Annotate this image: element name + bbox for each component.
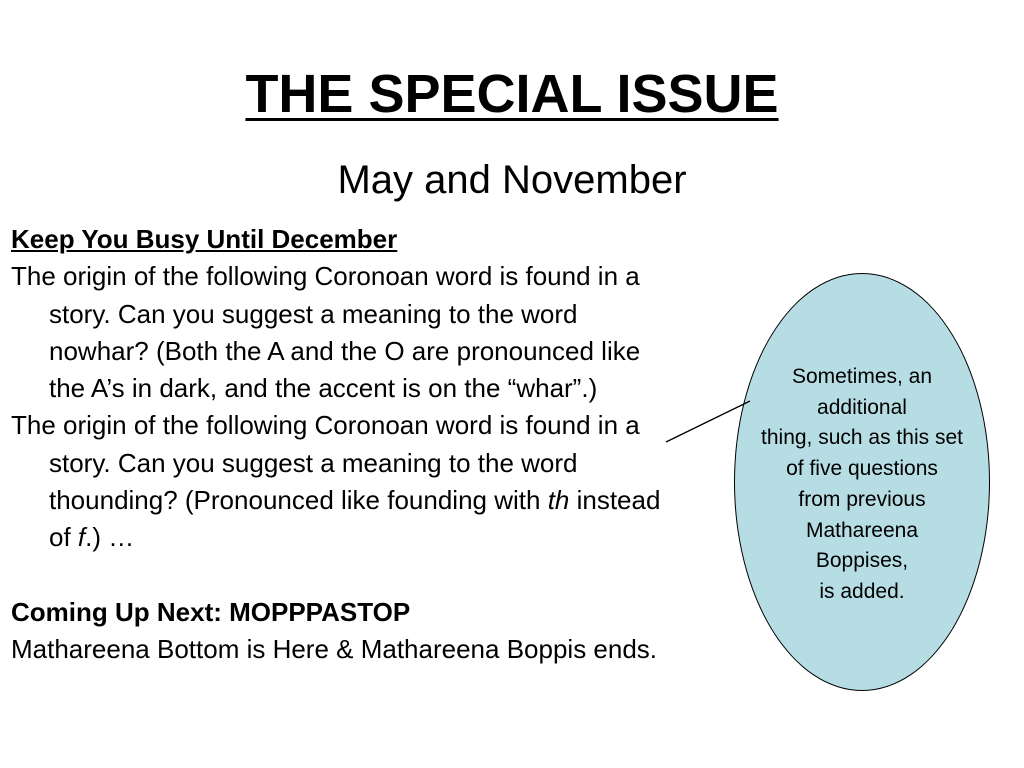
slide-subtitle: May and November xyxy=(337,158,687,202)
callout-line-3: thing, such as this set xyxy=(761,426,963,450)
callout-line-8: is added. xyxy=(819,579,905,603)
slide-title: THE SPECIAL ISSUE xyxy=(245,64,779,124)
question-nowhar: The origin of the following Coronoan word is found in a story. Can you suggest a meaning to the word nowhar? (Both the A and the O are pronounced like the A’s in dark, and the accent is on the “whar”.) xyxy=(11,261,641,404)
coming-up-description: Mathareena Bottom is Here & Mathareena Boppis ends. xyxy=(11,634,658,665)
question-thounding xyxy=(11,407,681,556)
callout-line-6: Mathareena xyxy=(805,518,919,542)
callout-line-7: Boppises, xyxy=(815,549,909,573)
paragraph-spacer xyxy=(11,557,681,594)
question-thounding-italic-f: f xyxy=(77,522,86,553)
question-thounding-italic-th: th xyxy=(547,485,570,516)
question-thounding-text-2: instead of xyxy=(49,485,661,553)
question-thounding-text-1: The origin of the following Coronoan word is found in a story. Can you suggest a meaning to the word thounding? (Pronounced like founding with xyxy=(11,410,640,516)
callout-line-2: additional xyxy=(817,395,907,419)
section-heading-coming-up: Coming Up Next: MOPPPASTOP xyxy=(11,596,411,627)
body-text-block xyxy=(11,221,681,669)
callout-line-1: Sometimes, an xyxy=(791,365,933,388)
callout-line-4: of five questions xyxy=(786,457,938,481)
callout-text xyxy=(734,362,990,608)
question-thounding-text-3: .) … xyxy=(85,522,135,553)
section-heading-keep-busy: Keep You Busy Until December xyxy=(11,224,398,254)
callout-line-5: from previous xyxy=(798,487,926,511)
